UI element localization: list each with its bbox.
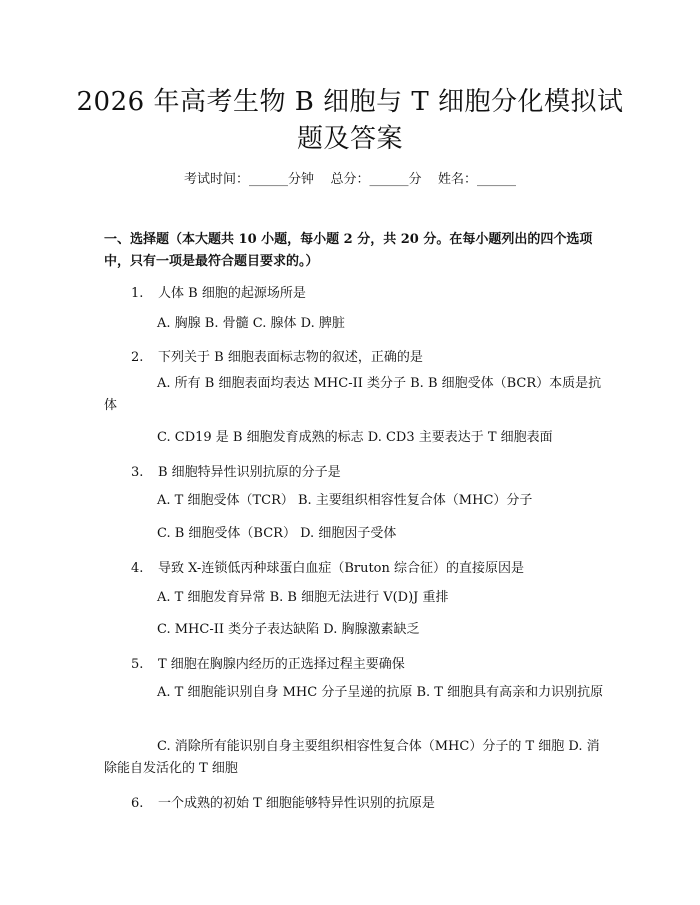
section-heading: 一、选择题（本大题共 10 小题，每小题 2 分，共 20 分。在每小题列出的四个选项中，只有一项是最符合题目要求的。） bbox=[104, 232, 593, 269]
question-2-options-ab: A. 所有 B 细胞表面均表达 MHC-II 类分子 B. B 细胞受体（BCR）本质是抗体 bbox=[104, 376, 602, 413]
question-5-options-cd: C. 消除所有能识别自身主要组织相容性复合体（MHC）分子的 T 细胞 D. 消除能自发活化的 T 细胞 bbox=[104, 739, 600, 776]
question-3-options-cd: C. B 细胞受体（BCR） D. 细胞因子受体 bbox=[157, 526, 397, 541]
exam-title-line2: 题及答案 bbox=[296, 124, 403, 154]
question-6 bbox=[131, 792, 435, 811]
question-5 bbox=[131, 653, 405, 672]
question-number: 5. bbox=[131, 657, 144, 672]
question-number: 2. bbox=[131, 350, 144, 365]
question-4-options-ab: A. T 细胞发育异常 B. B 细胞无法进行 V(D)J 重排 bbox=[157, 590, 449, 605]
question-3-options-ab: A. T 细胞受体（TCR） B. 主要组织相容性复合体（MHC）分子 bbox=[157, 493, 533, 508]
question-number: 4. bbox=[131, 561, 144, 576]
question-4 bbox=[131, 557, 524, 576]
question-1-options: A. 胸腺 B. 骨髓 C. 腺体 D. 脾脏 bbox=[157, 316, 345, 331]
question-3 bbox=[131, 461, 341, 480]
question-number: 1. bbox=[131, 286, 144, 301]
question-text: 人体 B 细胞的起源场所是 bbox=[158, 286, 306, 301]
exam-meta-info: 考试时间：______分钟 总分：______分 姓名：______ bbox=[183, 172, 517, 187]
question-text: B 细胞特异性识别抗原的分子是 bbox=[158, 465, 341, 480]
question-2 bbox=[131, 346, 423, 365]
question-number: 3. bbox=[131, 465, 144, 480]
question-5-options-ab: A. T 细胞能识别自身 MHC 分子呈递的抗原 B. T 细胞具有高亲和力识别抗原 bbox=[157, 685, 604, 700]
question-text: 导致 X-连锁低丙种球蛋白血症（Bruton 综合征）的直接原因是 bbox=[158, 561, 525, 576]
exam-title-line1: 2026 年高考生物 B 细胞与 T 细胞分化模拟试 bbox=[76, 87, 624, 117]
question-text: T 细胞在胸腺内经历的正选择过程主要确保 bbox=[158, 657, 405, 672]
question-number: 6. bbox=[131, 796, 144, 811]
question-text: 下列关于 B 细胞表面标志物的叙述，正确的是 bbox=[158, 350, 423, 365]
question-4-options-cd: C. MHC-II 类分子表达缺陷 D. 胸腺激素缺乏 bbox=[157, 622, 420, 637]
question-2-options-cd: C. CD19 是 B 细胞发育成熟的标志 D. CD3 主要表达于 T 细胞表面 bbox=[157, 430, 553, 445]
question-1 bbox=[131, 282, 306, 301]
question-text: 一个成熟的初始 T 细胞能够特异性识别的抗原是 bbox=[158, 796, 435, 811]
